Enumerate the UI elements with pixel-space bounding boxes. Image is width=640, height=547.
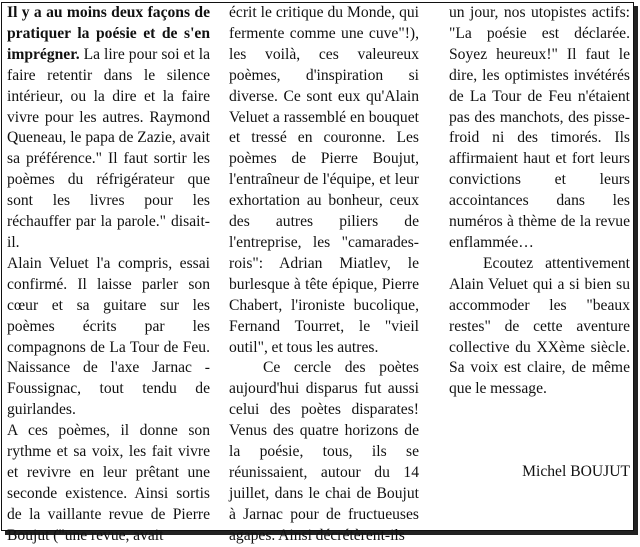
paragraph-rythme: A ces poèmes, il donne son rythme et sa voix, les fait vivre et revivre en leur prêtant une seconde existence. Ainsi sortis de la vaillante revue de Pierre Boujut ("une revue, avait — [7, 422, 210, 544]
intro-text: La lire pour soi et la faire retentir dans le silence intérieur, ou la dire et la faire vivre pour les autres. Raymond Queneau, le papa de Zazie, avait sa préférence." Il faut sortir les poèmes du réfrigérateur que sont les livres pour les réchauffer par la parole." disait-il. — [7, 45, 210, 251]
article-frame — [1, 2, 634, 544]
lead-sentence: Il y a au moins deux façons de pratiquer la poésie et de s'en imprégner. — [7, 4, 210, 63]
column-1 — [7, 3, 210, 547]
paragraph-ecoutez: Ecoutez attentivement Alain Veluet qui a si bien su accommoder les "beaux restes" de cette aventure collective du XXème siècle. Sa voix est claire, de même que le message. — [449, 254, 630, 398]
column-3 — [449, 3, 630, 400]
author-signature: Michel BOUJUT — [522, 463, 630, 480]
paragraph-cercle: Ce cercle des poètes aujourd'hui disparus fut aussi celui des poètes disparates! Venus des quatre horizons de la poésie, tous, ils se réunissaient, autour du 14 juillet, dans le chai de Boujut à Jarnac pour de fructueuses agapes. Ainsi décrétèrent-ils — [229, 359, 419, 544]
paragraph-utopistes: un jour, nos utopistes actifs: "La poésie est déclarée. Soyez heureux!" Il faut le dire, les optimistes invétérés de La Tour de Feu n'étaient pas des manchots, des pisse-froid ni des timorés. Ils affirmaient haut et fort leurs convictions et leurs accointances dans les numéros à thème de la revue enflammée… — [449, 4, 630, 251]
paragraph-poemes: écrit le critique du Monde, qui fermente comme une cuve"!), les voilà, ces valeureux poèmes, d'inspiration si diverse. Ce sont eux qu'Alain Veluet a rassemblé en bouquet et tressé en couronne. Les poèmes de Pierre Boujut, l'entraîneur de l'équipe, et leur exhortation au bonheur, ceux des autres piliers de l'entreprise, les "camarades-rois": Adrian Miatlev, le burlesque à tête épique, Pierre Chabert, l'ironiste bucolique, Fernand Tourret, le "vieil outil", et tous les autres. — [229, 4, 419, 356]
paragraph-intro — [7, 3, 210, 254]
paragraph-veluet: Alain Veluet l'a compris, essai confirmé. Il laisse parler son cœur et sa guitare sur les poèmes écrits par les compagnons de La Tour de Feu. Naissance de l'axe Jarnac - Foussignac, tout tendu de guirlandes. — [7, 254, 210, 419]
column-2 — [229, 3, 419, 547]
